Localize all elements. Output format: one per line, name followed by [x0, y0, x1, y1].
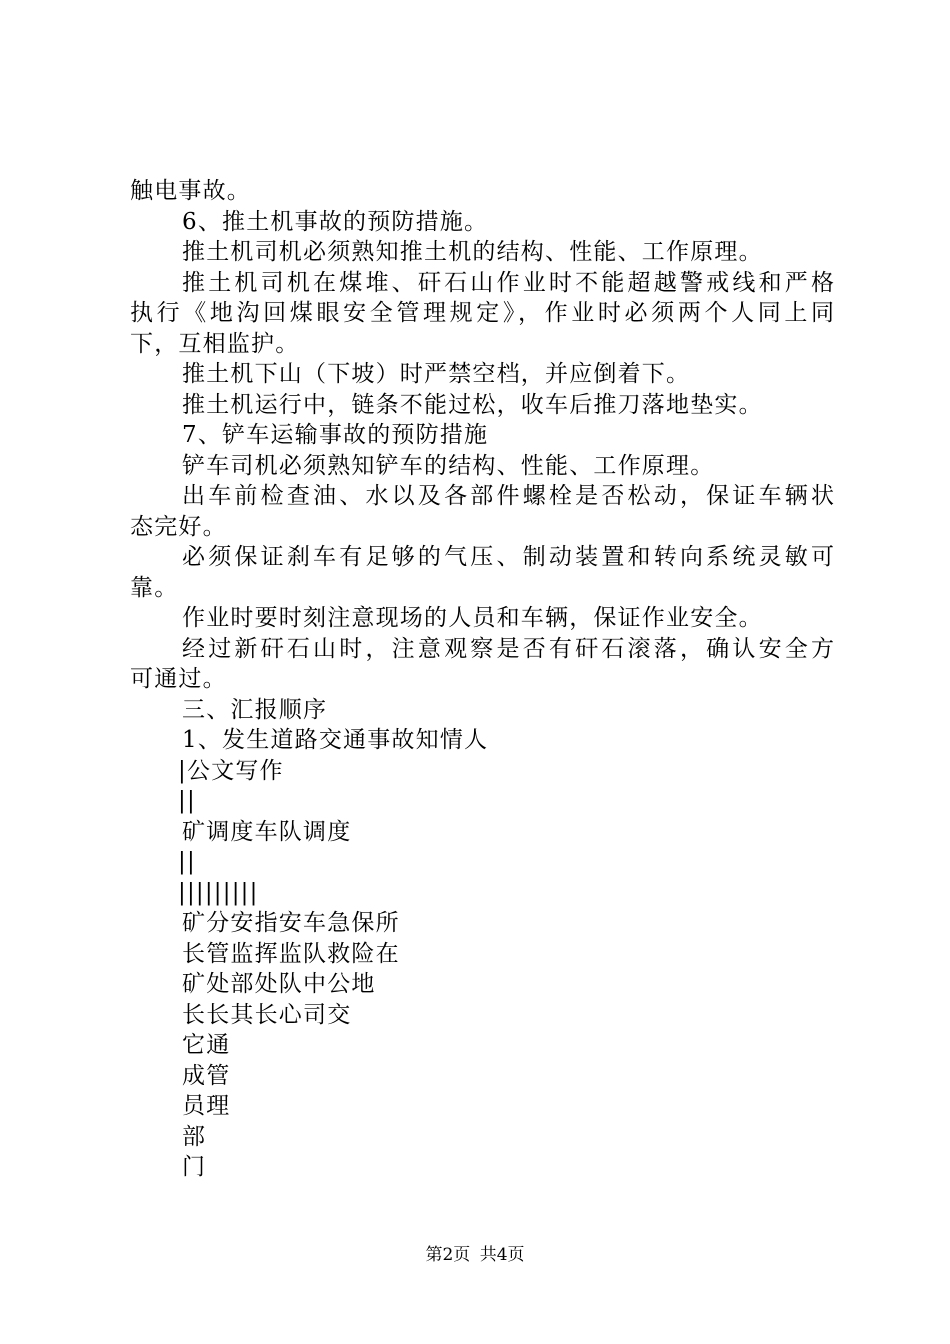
text-line: 必须保证刹车有足够的气压、制动装置和转向系统灵敏可	[182, 544, 834, 570]
flow-line: 门	[182, 1154, 207, 1180]
flow-line: 矿分安指安车急保所	[182, 910, 400, 936]
text-line: 态完好。	[130, 513, 227, 540]
section-heading: 三、汇报顺序	[182, 696, 328, 723]
document-body	[130, 176, 834, 1183]
flow-line: |公文写作	[178, 757, 284, 784]
flow-line: 矿处部处队中公地	[182, 971, 376, 997]
text-line: 出车前检查油、水以及各部件螺栓是否松动，保证车辆状	[182, 483, 834, 509]
text-line: 经过新矸石山时，注意观察是否有矸石滚落，确认安全方	[182, 635, 834, 662]
flow-line: |||||||||	[178, 879, 259, 906]
page-number: 第2页	[425, 1245, 471, 1265]
section-heading: 6、推土机事故的预防措施。	[182, 208, 489, 235]
text-line: 可通过。	[130, 666, 227, 692]
text-line: 下，互相监护。	[130, 330, 300, 357]
page-footer	[0, 1244, 950, 1266]
text-line: 执行《地沟回煤眼安全管理规定》，作业时必须两个人同上同	[130, 300, 834, 326]
flow-line: 长管监挥监队救险在	[182, 940, 400, 967]
flow-line: ||	[178, 849, 196, 875]
text-line: 推土机下山（下坡）时严禁空档，并应倒着下。	[182, 361, 691, 387]
flow-line: 矿调度车队调度	[182, 818, 352, 845]
text-line: 推土机司机必须熟知推土机的结构、性能、工作原理。	[182, 239, 763, 265]
text-line: 触电事故。	[130, 178, 251, 204]
text-line: 推土机运行中，链条不能过松，收车后推刀落地垫实。	[182, 391, 763, 418]
flow-line: 长长其长心司交	[182, 1001, 352, 1028]
page-total: 共4页	[479, 1245, 525, 1265]
text-line: 推土机司机在煤堆、矸石山作业时不能超越警戒线和严格	[182, 269, 834, 296]
section-heading: 1、发生道路交通事故知情人	[182, 727, 489, 753]
text-line: 靠。	[130, 574, 179, 601]
flow-line: 成管	[182, 1062, 231, 1089]
text-line: 铲车司机必须熟知铲车的结构、性能、工作原理。	[182, 452, 715, 479]
section-heading: 7、铲车运输事故的预防措施	[182, 422, 489, 448]
text-line: 作业时要时刻注意现场的人员和车辆，保证作业安全。	[182, 605, 763, 631]
flow-line: ||	[178, 788, 196, 814]
flow-line: 部	[182, 1123, 207, 1150]
flow-line: 员理	[182, 1093, 231, 1119]
flow-line: 它通	[182, 1032, 231, 1058]
